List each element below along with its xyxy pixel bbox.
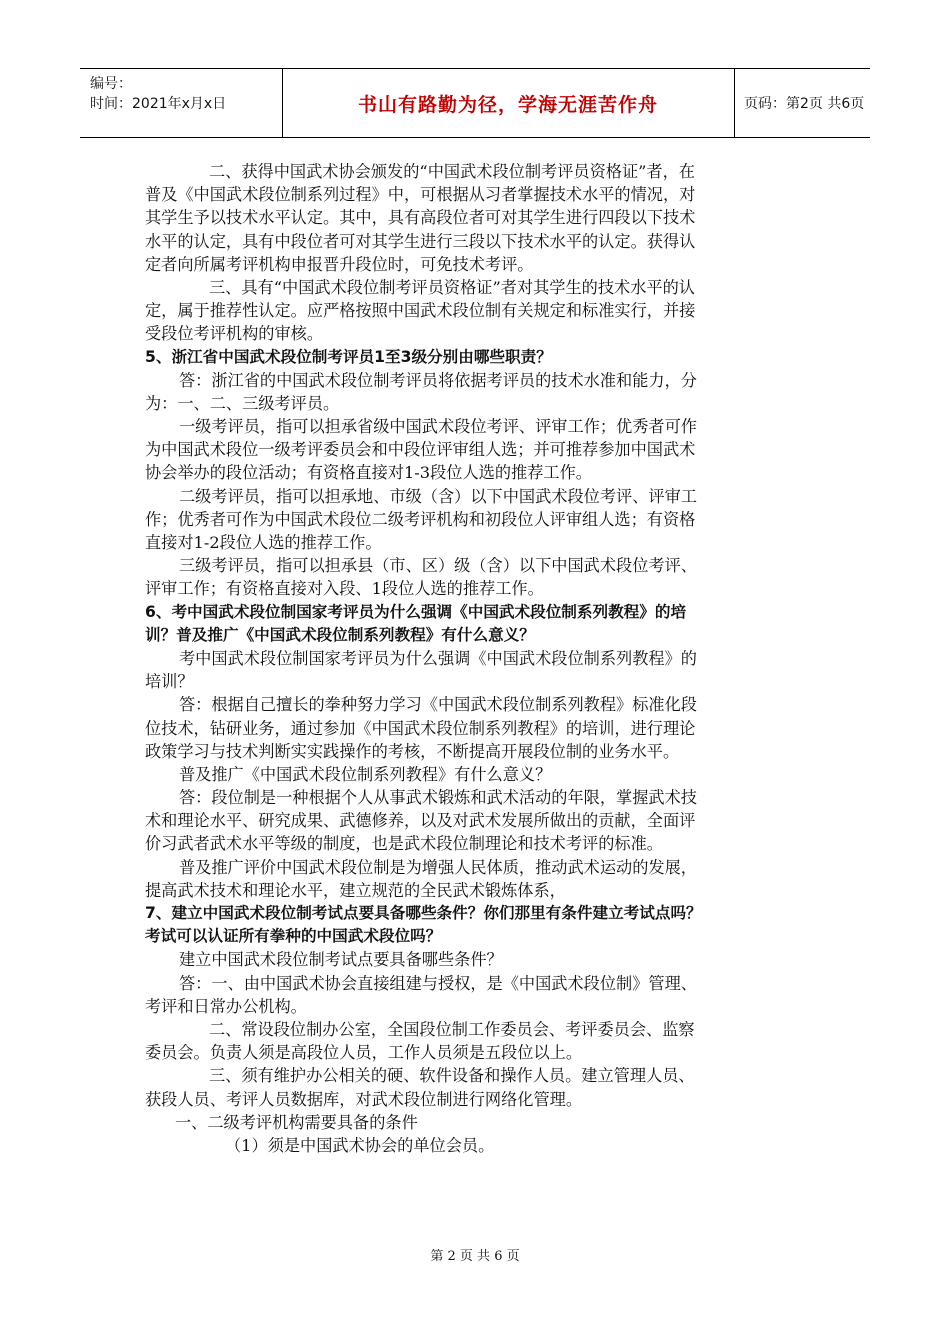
paragraph-line: 为：一、二、三级考评员。 <box>145 393 340 413</box>
header-meta <box>80 69 283 137</box>
paragraph-line: 定，属于推荐性认定。应严格按照中国武术段位制有关规定和标准实行，并接 <box>145 301 696 321</box>
paragraph-line: 委员会。负责人须是高段位人员，工作人员须是五段位以上。 <box>145 1043 583 1063</box>
document-number-label: 编号： <box>90 76 132 92</box>
paragraph-line: 二、常设段位制办公室，全国段位制工作委员会、考评委员会、监察 <box>209 1019 695 1039</box>
paragraph-line: 培训？ <box>145 672 194 692</box>
paragraph-line: 受段位考评机构的审核。 <box>145 324 324 344</box>
paragraph-line: （1）须是中国武术协会的单位会员。 <box>225 1135 495 1155</box>
paragraph-line: 建立中国武术段位制考试点要具备哪些条件？ <box>179 950 503 970</box>
paragraph-line: 二、获得中国武术协会颁发的“中国武术段位制考评员资格证”者，在 <box>209 162 695 181</box>
paragraph-line: 定者向所属考评机构申报晋升段位时，可免技术考评。 <box>145 254 534 274</box>
paragraph-line: 政策学习与技术判断实实践操作的考核，不断提高开展段位制的业务水平。 <box>145 741 680 761</box>
header-motto: 书山有路勤为径，学海无涯苦作舟 <box>357 93 658 116</box>
paragraph-line: 一级考评员，指可以担承省级中国武术段位考评、评审工作；优秀者可作 <box>179 417 697 437</box>
paragraph-line: 术和理论水平、研究成果、武德修养，以及对武术发展所做出的贡献，全面评 <box>145 811 696 831</box>
paragraph-line: 获段人员、考评人员数据库，对武术段位制进行网络化管理。 <box>145 1089 583 1109</box>
paragraph-line: 直接对1-2段位人选的推荐工作。 <box>145 533 382 552</box>
section-heading-line: 5、浙江省中国武术段位制考评员1至3级分别由哪些职责？ <box>145 347 552 366</box>
paragraph-line: 三、须有维护办公相关的硬、软件设备和操作人员。建立管理人员、 <box>209 1066 695 1086</box>
paragraph-line: 三、具有“中国武术段位制考评员资格证”者对其学生的技术水平的认 <box>209 277 695 297</box>
paragraph-line: 作；优秀者可作为中国武术段位二级考评机构和初段位人评审组人选；有资格 <box>145 509 696 529</box>
paragraph-line: 水平的认定，具有中段位者可对其学生进行三段以下技术水平的认定。获得认 <box>145 231 696 251</box>
page-header <box>80 68 870 138</box>
document-date-label: 时间：2021年x月x日 <box>90 96 227 112</box>
paragraph-line: 协会举办的段位活动；有资格直接对1-3段位人选的推荐工作。 <box>145 463 592 483</box>
paragraph-line: 其学生予以技术水平认定。其中，具有高段位者可对其学生进行四段以下技术 <box>145 208 696 228</box>
paragraph-line: 为中国武术段位一级考评委员会和中段位评审组人选；并可推荐参加中国武术 <box>145 440 696 460</box>
paragraph-line: 三级考评员，指可以担承县（市、区）级（含）以下中国武术段位考评、 <box>179 556 697 576</box>
page-footer: 第 2 页 共 6 页 <box>430 1249 520 1264</box>
paragraph-line: 提高武术技术和理论水平，建立规范的全民武术锻炼体系， <box>145 880 566 900</box>
header-page-number: 页码：第2页 共6页 <box>744 96 865 112</box>
header-page-cell <box>734 69 880 137</box>
paragraph-line: 考评和日常办公机构。 <box>145 996 307 1016</box>
section-heading-line: 考试可以认证所有拳种的中国武术段位吗？ <box>145 927 442 946</box>
header-motto-cell <box>282 69 735 137</box>
document-body <box>145 160 807 1157</box>
paragraph-line: 考中国武术段位制国家考评员为什么强调《中国武术段位制系列教程》的 <box>179 648 697 668</box>
paragraph-line: 普及推广评价中国武术段位制是为增强人民体质，推动武术运动的发展， <box>179 857 697 877</box>
paragraph-line: 价习武者武术水平等级的制度，也是武术段位制理论和技术考评的标准。 <box>145 834 663 854</box>
paragraph-line: 普及《中国武术段位制系列过程》中，可根据从习者掌握技术水平的情况，对 <box>145 185 696 205</box>
paragraph-line: 答：浙江省的中国武术段位制考评员将依据考评员的技术水准和能力，分 <box>179 370 697 390</box>
paragraph-line: 答：一、由中国武术协会直接组建与授权，是《中国武术段位制》管理、 <box>179 973 697 993</box>
paragraph-line: 评审工作；有资格直接对入段、1段位人选的推荐工作。 <box>145 579 544 599</box>
paragraph-line: 位技术，钻研业务，通过参加《中国武术段位制系列教程》的培训，进行理论 <box>145 718 696 738</box>
paragraph-line: 普及推广《中国武术段位制系列教程》有什么意义？ <box>179 764 552 784</box>
paragraph-line: 答：段位制是一种根据个人从事武术锻炼和武术活动的年限，掌握武术技 <box>179 788 697 808</box>
section-heading-line: 7、建立中国武术段位制考试点要具备哪些条件？你们那里有条件建立考试点吗？ <box>145 904 702 922</box>
section-heading-line: 训？普及推广《中国武术段位制系列教程》有什么意义？ <box>145 625 535 644</box>
paragraph-line: 答：根据自己擅长的拳种努力学习《中国武术段位制系列教程》标准化段 <box>179 695 697 715</box>
section-heading-line: 6、考中国武术段位制国家考评员为什么强调《中国武术段位制系列教程》的培 <box>145 602 687 621</box>
paragraph-line: 二级考评员，指可以担承地、市级（含）以下中国武术段位考评、评审工 <box>179 486 697 506</box>
paragraph-line: 一、二级考评机构需要具备的条件 <box>175 1112 418 1132</box>
